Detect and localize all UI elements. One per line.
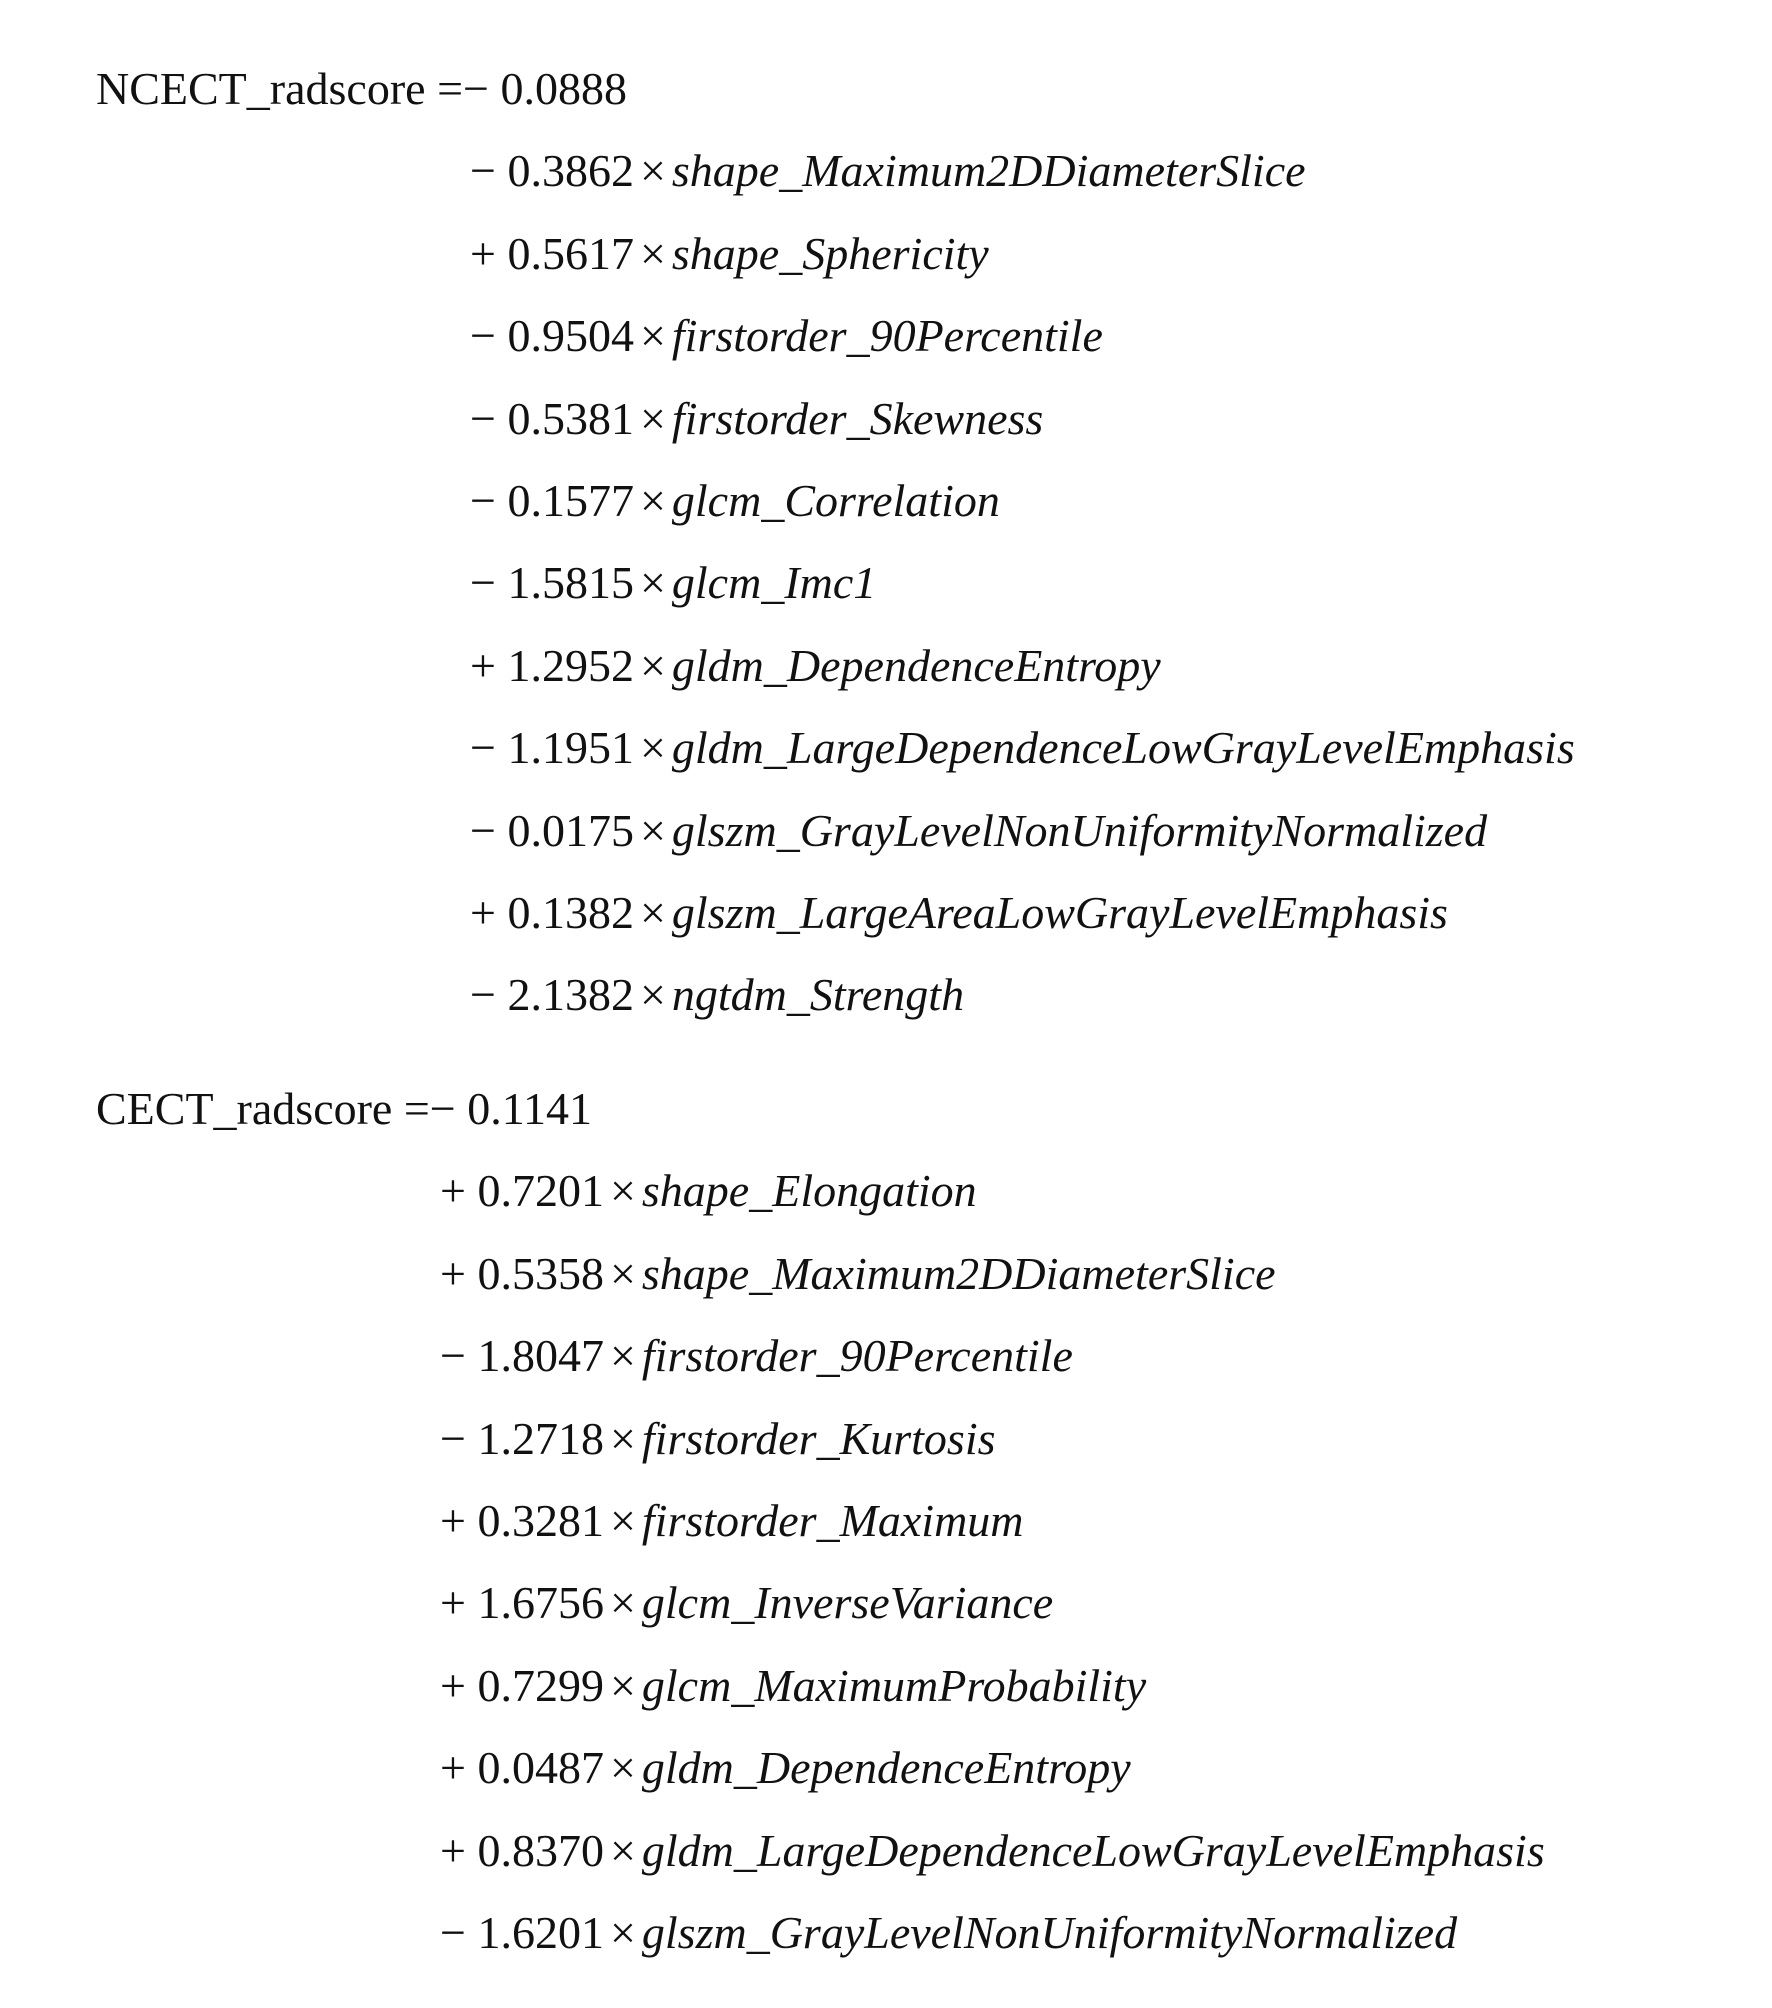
- term-coefficient: 0.7299: [477, 1659, 604, 1711]
- term-sign: +: [470, 639, 496, 691]
- term-coefficient: 1.8047: [477, 1330, 604, 1382]
- times-symbol: ×: [639, 639, 666, 691]
- term-feature-name: firstorder_90Percentile: [641, 1330, 1073, 1382]
- times-symbol: ×: [609, 1247, 636, 1299]
- term-feature-name: glcm_Imc1: [671, 557, 877, 609]
- term-feature-name: gldm_LargeDependenceLowGrayLevelEmphasis: [641, 1824, 1545, 1876]
- term-feature-name: firstorder_90Percentile: [671, 310, 1103, 362]
- term-sign: +: [440, 1247, 466, 1299]
- formula-term: [440, 1824, 1545, 1876]
- times-symbol: ×: [639, 227, 666, 279]
- times-symbol: ×: [609, 1824, 636, 1876]
- term-sign: −: [470, 310, 496, 362]
- term-sign: −: [470, 557, 496, 609]
- term-sign: +: [440, 1742, 466, 1794]
- term-coefficient: 1.2952: [507, 639, 634, 691]
- formula-term: [470, 557, 877, 609]
- term-sign: +: [440, 1495, 466, 1546]
- formula-term: [470, 392, 1044, 444]
- term-sign: −: [470, 475, 496, 526]
- term-sign: +: [440, 1165, 466, 1217]
- formula-term: [440, 1907, 1458, 1958]
- formula-term: [470, 475, 1000, 526]
- formula-term: [440, 1577, 1054, 1629]
- term-feature-name: firstorder_Kurtosis: [641, 1412, 996, 1464]
- times-symbol: ×: [609, 1495, 636, 1546]
- formula-term: [440, 1165, 977, 1217]
- times-symbol: ×: [609, 1577, 636, 1629]
- term-sign: −: [440, 1907, 466, 1958]
- term-coefficient: 0.1577: [507, 475, 634, 526]
- term-feature-name: glcm_Correlation: [671, 475, 1000, 526]
- term-feature-name: gldm_DependenceEntropy: [671, 639, 1161, 691]
- term-feature-name: ngtdm_Strength: [671, 969, 965, 1021]
- term-coefficient: 1.5815: [507, 557, 634, 609]
- term-coefficient: 1.1951: [507, 722, 634, 774]
- term-feature-name: gldm_DependenceEntropy: [641, 1742, 1131, 1794]
- times-symbol: ×: [609, 1330, 636, 1382]
- term-coefficient: 0.3281: [477, 1495, 604, 1546]
- formula-term: [440, 1412, 996, 1464]
- term-feature-name: glszm_GrayLevelNonUniformityNormalized: [641, 1907, 1458, 1958]
- formula-term: [470, 969, 965, 1021]
- term-coefficient: 1.6756: [477, 1577, 604, 1629]
- term-coefficient: 2.1382: [507, 969, 634, 1021]
- times-symbol: ×: [639, 557, 666, 609]
- formula-term: [470, 639, 1161, 691]
- times-symbol: ×: [639, 145, 666, 197]
- term-sign: +: [470, 887, 496, 938]
- times-symbol: ×: [609, 1659, 636, 1711]
- formula-term: [440, 1659, 1147, 1711]
- formula-intercept: − 0.1141: [429, 1083, 593, 1134]
- term-feature-name: shape_Elongation: [641, 1165, 977, 1217]
- term-feature-name: firstorder_Skewness: [671, 392, 1044, 444]
- formula-term: [470, 887, 1448, 938]
- term-sign: +: [440, 1824, 466, 1876]
- term-coefficient: 0.1382: [507, 887, 634, 938]
- formula-term: [440, 1495, 1024, 1546]
- term-coefficient: 0.5358: [477, 1247, 604, 1299]
- term-sign: −: [440, 1412, 466, 1464]
- times-symbol: ×: [639, 475, 666, 526]
- formula-term: [470, 227, 989, 279]
- formula-lhs-label: CECT_radscore =: [96, 1083, 430, 1134]
- term-coefficient: 0.5381: [507, 392, 634, 444]
- term-coefficient: 0.5617: [507, 227, 634, 279]
- term-coefficient: 1.2718: [477, 1412, 604, 1464]
- term-coefficient: 0.9504: [507, 310, 634, 362]
- formula-lhs: [96, 63, 627, 114]
- term-coefficient: 0.0487: [477, 1742, 604, 1794]
- term-feature-name: glszm_GrayLevelNonUniformityNormalized: [671, 804, 1488, 856]
- times-symbol: ×: [639, 722, 666, 774]
- times-symbol: ×: [639, 804, 666, 856]
- formula-term: [440, 1330, 1073, 1382]
- times-symbol: ×: [639, 969, 666, 1021]
- term-sign: −: [470, 722, 496, 774]
- formula-term: [470, 310, 1103, 362]
- formula-lhs-label: NCECT_radscore =: [96, 63, 464, 114]
- formula-term: [470, 145, 1306, 197]
- term-feature-name: firstorder_Maximum: [641, 1495, 1024, 1546]
- term-sign: +: [470, 227, 496, 279]
- term-feature-name: glcm_InverseVariance: [641, 1577, 1054, 1629]
- times-symbol: ×: [609, 1742, 636, 1794]
- formula-intercept: − 0.0888: [463, 63, 627, 114]
- times-symbol: ×: [639, 392, 666, 444]
- term-coefficient: 0.7201: [477, 1165, 604, 1217]
- formula-lhs: [96, 1083, 593, 1134]
- term-feature-name: glcm_MaximumProbability: [641, 1659, 1147, 1711]
- times-symbol: ×: [639, 310, 666, 362]
- term-coefficient: 0.3862: [507, 145, 634, 197]
- term-sign: +: [440, 1659, 466, 1711]
- term-feature-name: shape_Maximum2DDiameterSlice: [641, 1247, 1276, 1299]
- term-sign: −: [470, 392, 496, 444]
- term-coefficient: 1.6201: [477, 1907, 604, 1958]
- formula-term: [440, 1742, 1131, 1794]
- formula-term: [440, 1247, 1276, 1299]
- times-symbol: ×: [639, 887, 666, 938]
- term-sign: −: [470, 969, 496, 1021]
- term-coefficient: 0.8370: [477, 1824, 604, 1876]
- term-coefficient: 0.0175: [507, 804, 634, 856]
- times-symbol: ×: [609, 1907, 636, 1958]
- term-sign: +: [440, 1577, 466, 1629]
- term-feature-name: gldm_LargeDependenceLowGrayLevelEmphasis: [671, 722, 1575, 774]
- term-sign: −: [470, 804, 496, 856]
- times-symbol: ×: [609, 1165, 636, 1217]
- term-feature-name: glszm_LargeAreaLowGrayLevelEmphasis: [671, 887, 1448, 938]
- term-feature-name: shape_Maximum2DDiameterSlice: [671, 145, 1306, 197]
- term-sign: −: [440, 1330, 466, 1382]
- term-feature-name: shape_Sphericity: [671, 227, 989, 279]
- formula-term: [470, 804, 1488, 856]
- formula-term: [470, 722, 1575, 774]
- times-symbol: ×: [609, 1412, 636, 1464]
- term-sign: −: [470, 145, 496, 197]
